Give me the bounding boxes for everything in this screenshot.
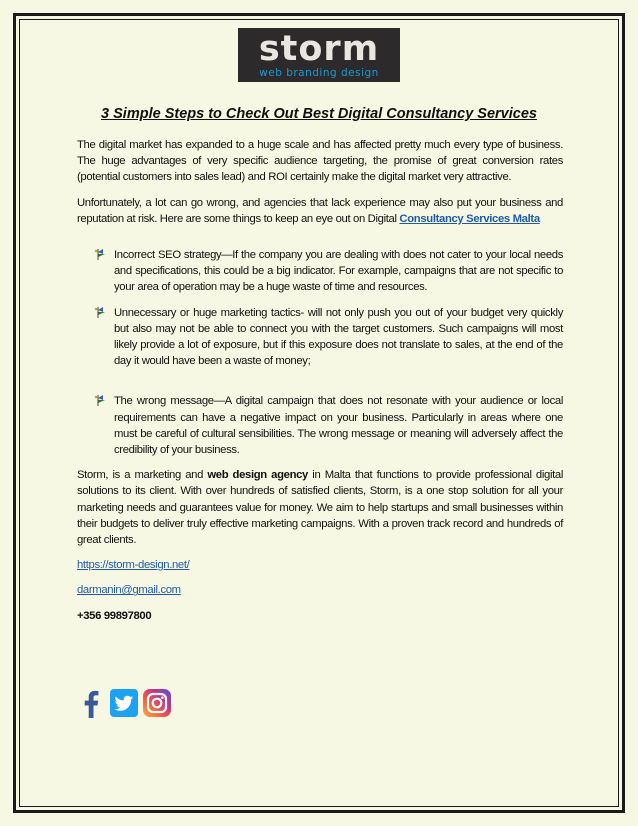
- list-item: [77, 393, 563, 458]
- list-item-text: Incorrect SEO strategy—If the company you are dealing with does not cater to your local needs and specifications, this could be a big indicator. For example, campaigns that are not specific to your area of operation may be a huge waste of time and resources.: [114, 249, 563, 294]
- website-link[interactable]: https://storm-design.net/: [77, 559, 190, 572]
- list-item: [77, 305, 563, 370]
- twitter-icon[interactable]: [110, 688, 138, 718]
- list-item-text: The wrong message—A digital campaign that does not resonate with your audience or local requirements can have a negative impact on your business. Particularly in areas where one must be careful of cultural sensibilities. The wrong message or meaning will adversely affect the credibility of your business.: [114, 395, 563, 457]
- risk-paragraph-text: Unfortunately, a lot can go wrong, and agencies that lack experience may also put your business and reputation at risk. Here are some things to keep an eye out on Digital: [77, 196, 563, 225]
- risk-paragraph: [77, 195, 563, 227]
- about-text-end: in Malta that functions to provide professional digital solutions to its client. With over hundreds of satisfied clients, Storm, is a one stop solution for all your marketing needs and guarantees value for money. We aim to help startups and small businesses within their budgets to deliver truly effective marketing campaigns. With a proven track record and hundreds of great clients.: [77, 469, 563, 547]
- storm-logo: [238, 28, 400, 82]
- warning-list: [77, 247, 563, 458]
- web-design-agency-emphasis: web design agency: [207, 469, 308, 482]
- page-title: 3 Simple Steps to Check Out Best Digital Consultancy Services: [101, 106, 537, 122]
- phone-number: +356 99897800: [77, 609, 152, 622]
- email-link[interactable]: darmanin@gmail.com: [77, 584, 181, 597]
- intro-paragraph: The digital market has expanded to a huge scale and has affected pretty much every type of business. The huge advantages of very specific audience targeting, the promise of great conversion rates (potential customers into sales lead) and ROI certainly make the digital market very attractive.: [77, 139, 563, 184]
- about-paragraph: [77, 467, 563, 548]
- list-item-text: Unnecessary or huge marketing tactics- will not only push you out of your budget very quickly but also may not be able to connect you with the target customers. Such campaigns will most likely provide a lot of exposure, but if this exposure does not translate to sales, at the end of the day it would have been a waste of money;: [114, 306, 563, 368]
- pushpin-bullet-icon: [93, 394, 105, 406]
- pushpin-bullet-icon: [93, 306, 105, 318]
- consultancy-services-link[interactable]: Consultancy Services Malta: [399, 212, 540, 225]
- list-item: [77, 247, 563, 296]
- facebook-icon[interactable]: [77, 688, 105, 718]
- instagram-icon[interactable]: [143, 688, 171, 718]
- article-body: [77, 137, 563, 633]
- logo-word: storm: [258, 29, 380, 69]
- pushpin-bullet-icon: [93, 248, 105, 260]
- about-text-start: Storm, is a marketing and: [77, 469, 208, 482]
- logo-tagline: web branding design: [259, 67, 379, 79]
